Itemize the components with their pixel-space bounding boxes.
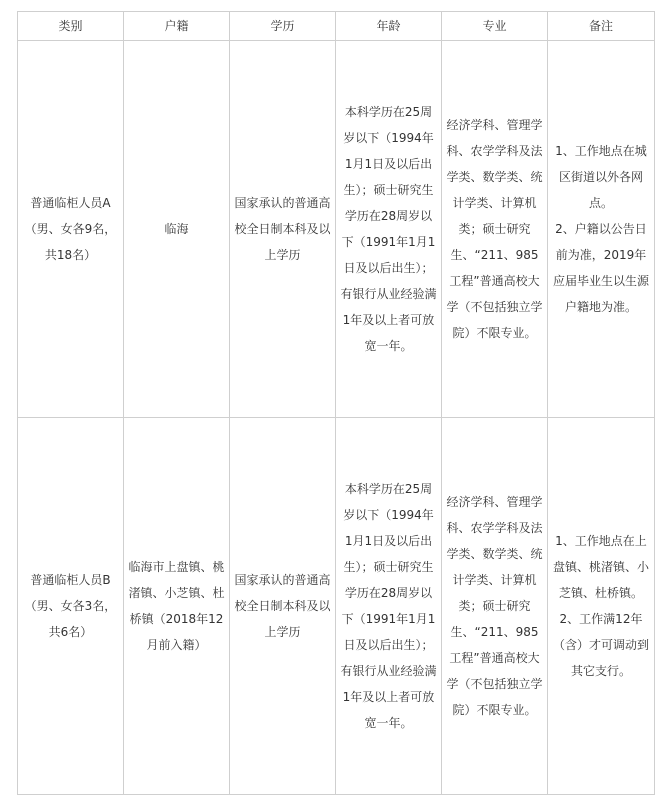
header-education: 学历 (230, 12, 336, 41)
header-notes: 备注 (548, 12, 655, 41)
note-item: 2、工作满12年（含）才可调动到其它支行。 (552, 612, 649, 678)
header-age: 年龄 (336, 12, 442, 41)
table-row (18, 41, 655, 418)
note-item: 2、户籍以公告日前为准，2019年应届毕业生以生源户籍地为准。 (552, 222, 649, 314)
header-category: 类别 (18, 12, 124, 41)
cell-age: 本科学历在25周岁以下（1994年1月1日及以后出生）；硕士研究生学历在28周岁以下（1991年1月1日及以后出生）；有银行从业经验满1年及以上者可放宽一年。 (336, 41, 442, 418)
table-row (18, 418, 655, 795)
cell-notes (548, 41, 655, 418)
table-header-row (18, 12, 655, 41)
recruitment-table (17, 11, 655, 795)
cell-category: 普通临柜人员B（男、女各3名，共6名） (18, 418, 124, 795)
header-hukou: 户籍 (124, 12, 230, 41)
note-item: 1、工作地点在城区街道以外各网点。 (555, 144, 647, 210)
cell-education: 国家承认的普通高校全日制本科及以上学历 (230, 41, 336, 418)
cell-education: 国家承认的普通高校全日制本科及以上学历 (230, 418, 336, 795)
cell-major: 经济学科、管理学科、农学学科及法学类、数学类、统计学类、计算机类；硕士研究生、“211、985工程”普通高校大学（不包括独立学院）不限专业。 (442, 418, 548, 795)
cell-age: 本科学历在25周岁以下（1994年1月1日及以后出生）；硕士研究生学历在28周岁以下（1991年1月1日及以后出生）；有银行从业经验满1年及以上者可放宽一年。 (336, 418, 442, 795)
header-major: 专业 (442, 12, 548, 41)
cell-hukou: 临海市上盘镇、桃渚镇、小芝镇、杜桥镇（2018年12月前入籍） (124, 418, 230, 795)
cell-hukou: 临海 (124, 41, 230, 418)
cell-major: 经济学科、管理学科、农学学科及法学类、数学类、统计学类、计算机类；硕士研究生、“211、985工程”普通高校大学（不包括独立学院）不限专业。 (442, 41, 548, 418)
note-item: 1、工作地点在上盘镇、桃渚镇、小芝镇、杜桥镇。 (552, 534, 649, 600)
cell-notes (548, 418, 655, 795)
cell-category: 普通临柜人员A（男、女各9名，共18名） (18, 41, 124, 418)
